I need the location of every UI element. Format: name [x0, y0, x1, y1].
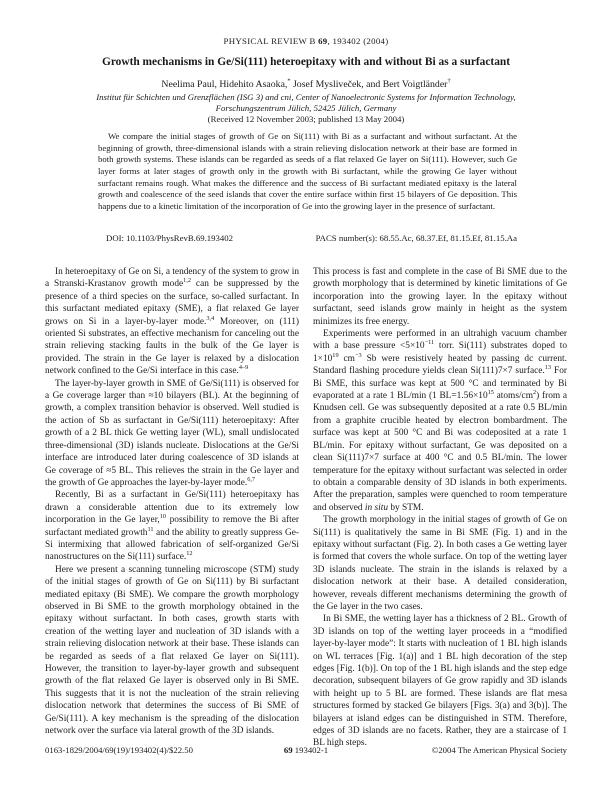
copyright-notice: ©2004 The American Physical Society — [431, 745, 568, 755]
left-column — [45, 266, 299, 750]
paragraph: Recently, Bi as a surfactant in Ge/Si(111) heteroepitaxy has drawn a considerable attention due to its extremely low incorporation in the Ge layer,$^{10}$ possibility to remove the Bi after surfactant mediated growth$^{11}$ and the ability to greatly suppress Ge-Si intermixing that allowed fabrication of self-organized Ge/Si nanostructures on the Si(111) surface.$^{12}$ — [45, 490, 299, 563]
journal-volume: 69 — [318, 36, 328, 46]
paragraph: In Bi SME, the wetting layer has a thickness of 2 BL. Growth of 3D islands on top of the wetting layer proceeds in a “modified layer-by-layer mode”: It starts with nucleation of 1 BL high islands on WL terraces [Fig. 1(a)] and 1 BL high decoration of the step edges [Fig. 1(b)]. On top of the 1 BL high islands and the step edge decoration, subsequent bilayers of Ge grow rapidly and 3D islands with height up to 5 BL are formed. These islands are flat mesa structures formed by stacked Ge bilayers [Figs. 3(a) and 3(b)]. The bilayers at island edges can be distinguished in STM. Therefore, edges of 3D islands are no facets. Rather, they are a staircase of 1 BL high steps. — [313, 614, 567, 749]
page-number — [284, 745, 328, 755]
doi: DOI: 10.1103/PhysRevB.69.193402 — [106, 233, 234, 243]
journal-issue-info: , 193402 (2004) — [327, 36, 389, 46]
author-line: Neelima Paul, Hidehito Asaoka,* Josef Mysliveček, and Bert Voigtländer† — [161, 77, 451, 90]
right-column — [313, 266, 567, 750]
doi-pacs-row — [98, 233, 517, 243]
abstract — [98, 131, 517, 213]
paragraph: Here we present a scanning tunneling microscope (STM) study of the initial stages of growth of Ge on Si(111) by Bi surfactant mediated epitaxy (Bi SME). We compare the growth morphology observed in Bi SME to the growth morphology obtained in the epitaxy without surfactant. In both cases, growth starts with creation of the wetting layer and nucleation of 3D islands with a strain relieving dislocation network at their base. These islands can be regarded as seeds of a flat relaxed Ge layer on Si(111). However, the transition to layer-by-layer growth and subsequent growth of the flat relaxed Ge layer is observed only in Bi SME. This suggests that it is not the nucleation of the strain relieving dislocation network that determines the success of Bi SME of Ge/Si(111). A key mechanism is the spreading of the dislocation network over the surface via lateral growth of the 3D islands. — [45, 564, 299, 737]
issn-price-code: 0163-1829/2004/69(19)/193402(4)/$22.50 — [45, 745, 193, 755]
page-title: Growth mechanisms in Ge/Si(111) heteroepitaxy with and without Bi as a surfactant — [101, 56, 511, 68]
paragraph: The layer-by-layer growth in SME of Ge/Si(111) is observed for a Ge coverage larger than ≈10 bilayers (BL). At the beginning of growth, a complex transition behavior is observed. Well studied is the action of Sb as surfactant in Ge/Si(111) heteroepitaxy: After growth of a 2 BL thick Ge wetting layer (WL), small undislocated three-dimensional (3D) islands nucleate. Dislocations at the Ge/Si interface are introduced later during coalescence of 3D islands at Ge coverage of ≈5 BL. This relieves the strain in the Ge layer and the growth of Ge approaches the layer-by-layer mode.$^{6,7}$ — [45, 378, 299, 488]
affiliation — [30, 92, 582, 114]
pacs-numbers: PACS number(s): 68.55.Ac, 68.37.Ef, 81.15.Ef, 81.15.Aa — [315, 233, 517, 243]
paragraph: This process is fast and complete in the case of Bi SME due to the growth morphology that is determined by kinetic limitations of Ge incorporation into the growing layer. In the epitaxy without surfactant, seed islands grow mainly in height as the system minimizes its free energy. — [313, 267, 567, 327]
running-head — [0, 36, 612, 46]
body-columns — [45, 266, 567, 750]
affiliation-line-2: Forschungszentrum Jülich, 52425 Jülich, Germany — [215, 102, 397, 113]
paragraph: Experiments were performed in an ultrahigh vacuum chamber with a base pressure $<5\times 10^{-11}$ torr. Si(111) substrates doped to $1\times 10^{19}$ $cm^{-3}$ Sb were resistively heated by passing dc current. Standard flashing procedure yields clean Si(111)7×7 surface.$^{13}$ For Bi SME, this surface was kept at 500 °C and terminated by Bi evaporated at a rate 1 BL/min (1 $BL=1.56\times 10^{15}$ atoms/$cm^2$) from a Knudsen cell. Ge was subsequently deposited at a rate 0.5 BL/min from a graphite crucible heated by electron bombardment. The surface was kept at 500 °C and Bi was codeposited at a rate 1 BL/min. For epitaxy without surfactant, Ge was deposited on a clean Si(111)7×7 surface at 400 °C and 0.5 BL/min. The lower temperature for the epitaxy without surfactant was selected in order to obtain a comparable density of 3D islands in both experiments. After the preparation, samples were quenched to room temperature and observed in situ by STM. — [313, 329, 568, 513]
footer-volume: 69 — [283, 745, 293, 755]
paragraph: The growth morphology in the initial stages of growth of Ge on Si(111) is qualitatively the same in Bi SME (Fig. 1) and in the epitaxy without surfactant (Fig. 2). In both cases a Ge wetting layer is formed that covers the whole surface. On top of the wetting layer 3D islands nucleate. The strain in the islands is relaxed by a dislocation network at their base. A detailed consideration, however, reveals different mechanisms determining the growth of the Ge layer in the two cases. — [313, 515, 567, 612]
abstract-text: We compare the initial stages of growth of Ge on Si(111) with Bi as a surfactant and without surfactant. At the beginning of growth, three-dimensional islands with a strain relieving dislocation network at their base are formed in both growth systems. These islands can be regarded as seeds of a flat relaxed Ge layer on Si(111). However, such Ge layer forms at later stages of growth only in the growth with Bi surfactant, while the growing Ge layer without surfactant remains rough. What makes the difference and the success of Bi surfactant mediated epitaxy is the lateral growth and coalescence of the seed islands that cover the entire surface within first 15 bilayers of Ge deposition. This happens due to a kinetic limitation of the incorporation of Ge into the growing layer in the presence of surfactant. — [98, 131, 517, 211]
journal-name: PHYSICAL REVIEW B — [223, 36, 319, 46]
footer-page-id: 193402-1 — [292, 745, 329, 755]
page-footer — [45, 745, 567, 755]
affiliation-line-1: Institut für Schichten und Grenzflächen (ISG 3) and cni, Center of Nanoelectronic Systems for Information Technology, — [96, 92, 516, 102]
paragraph: In heteroepitaxy of Ge on Si, a tendency of the system to grow in a Stranski-Krastanov growth mode$^{1,2}$ can be suppressed by the presence of a third species on the surface, so-called surfactant. In this surfactant mediated epitaxy (SME), a flat relaxed Ge layer grows on Si in a layer-by-layer mode.$^{3,4}$ Moreover, on (111) oriented Si substrates, an effective mechanism for canceling out the strain relieving stacking faults in the bulk of the Ge layer is provided. The strain in the Ge layer is relaxed by a dislocation network confined to the Ge/Si interface in this case.$^{4-9}$ — [45, 267, 299, 377]
received-line: (Received 12 November 2003; published 13 May 2004) — [207, 114, 405, 124]
